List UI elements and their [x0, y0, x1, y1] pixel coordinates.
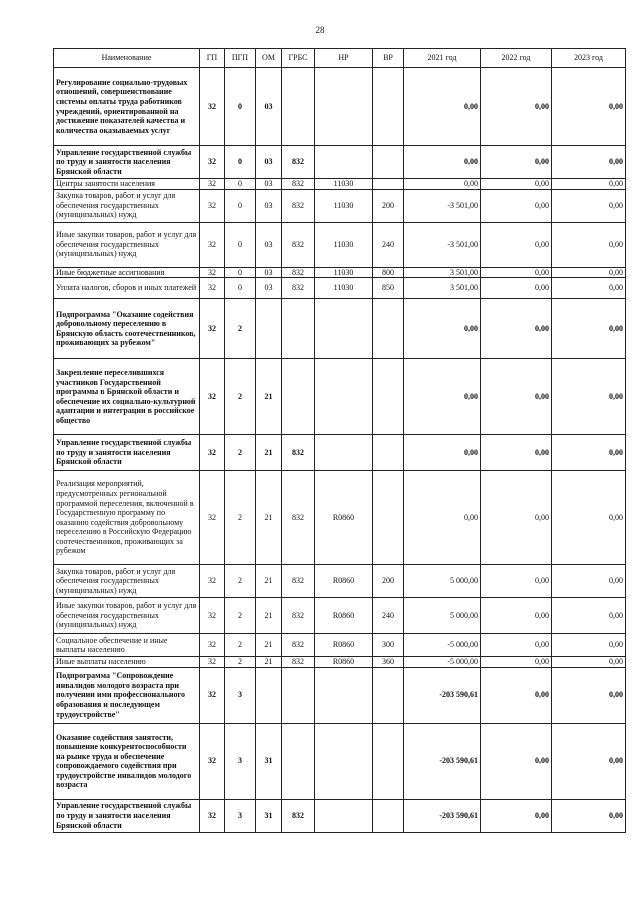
cell-name: Управление государственной службы по труду и занятости населения Брянской области [54, 799, 200, 832]
cell-vr [373, 799, 404, 832]
cell-y2021: 0,00 [404, 68, 481, 146]
cell-y2023: 0,00 [552, 267, 626, 278]
table-row [54, 598, 626, 634]
cell-pgp: 0 [225, 68, 256, 146]
cell-y2023: 0,00 [552, 634, 626, 657]
cell-nr [315, 299, 373, 359]
header-2022: 2022 год [481, 49, 552, 68]
cell-gp: 32 [200, 471, 225, 565]
cell-vr [373, 179, 404, 190]
cell-pgp: 0 [225, 179, 256, 190]
cell-name: Реализация мероприятий, предусмотренных региональной программой переселения, включенной в Государственную программу по оказанию содействия добровольному переселению в Российскую Федерацию соотечественников, проживающих за рубежом [54, 471, 200, 565]
header-name: Наименование [54, 49, 200, 68]
cell-om: 03 [256, 179, 282, 190]
cell-om: 03 [256, 222, 282, 267]
table-row [54, 68, 626, 146]
cell-y2023: 0,00 [552, 299, 626, 359]
cell-pgp: 2 [225, 359, 256, 435]
cell-vr: 800 [373, 267, 404, 278]
table-row [54, 146, 626, 179]
cell-name: Закрепление переселившихся участников Государственной программы в Брянской области и обеспечение их социально-культурной адаптации и интеграции в российское общество [54, 359, 200, 435]
cell-gp: 32 [200, 222, 225, 267]
cell-y2023: 0,00 [552, 799, 626, 832]
page-number: 28 [315, 25, 325, 35]
cell-vr: 200 [373, 565, 404, 598]
cell-om: 03 [256, 189, 282, 222]
table-row [54, 657, 626, 668]
cell-y2021: 0,00 [404, 146, 481, 179]
cell-gp: 32 [200, 146, 225, 179]
table-row [54, 435, 626, 471]
cell-nr: R0860 [315, 471, 373, 565]
cell-y2023: 0,00 [552, 598, 626, 634]
cell-vr [373, 146, 404, 179]
cell-y2021: 3 501,00 [404, 267, 481, 278]
table-row [54, 359, 626, 435]
cell-y2022: 0,00 [481, 68, 552, 146]
cell-vr: 240 [373, 222, 404, 267]
cell-name: Управление государственной службы по труду и занятости населения Брянской области [54, 146, 200, 179]
cell-om: 03 [256, 68, 282, 146]
cell-nr: R0860 [315, 657, 373, 668]
cell-name: Иные выплаты населению [54, 657, 200, 668]
cell-name: Уплата налогов, сборов и иных платежей [54, 278, 200, 299]
cell-name: Закупка товаров, работ и услуг для обеспечения государственных (муниципальных) нужд [54, 565, 200, 598]
cell-om: 21 [256, 359, 282, 435]
cell-nr [315, 359, 373, 435]
cell-name: Оказание содействия занятости, повышение конкурентоспособности на рынке труда и обеспечение сопровождаемого содействия при трудоустройстве инвалидов молодого возраста [54, 723, 200, 799]
cell-y2022: 0,00 [481, 723, 552, 799]
cell-pgp: 2 [225, 657, 256, 668]
cell-nr: 11030 [315, 278, 373, 299]
cell-y2021: 5 000,00 [404, 598, 481, 634]
cell-gp: 32 [200, 189, 225, 222]
cell-y2021: 0,00 [404, 435, 481, 471]
header-vr: ВР [373, 49, 404, 68]
cell-y2023: 0,00 [552, 359, 626, 435]
cell-vr: 300 [373, 634, 404, 657]
cell-grbs: 832 [282, 799, 315, 832]
cell-om [256, 299, 282, 359]
cell-y2023: 0,00 [552, 146, 626, 179]
cell-grbs: 832 [282, 267, 315, 278]
cell-y2021: 0,00 [404, 299, 481, 359]
cell-om: 21 [256, 565, 282, 598]
cell-gp: 32 [200, 634, 225, 657]
header-nr: НР [315, 49, 373, 68]
cell-y2021: -5 000,00 [404, 634, 481, 657]
cell-y2022: 0,00 [481, 146, 552, 179]
cell-gp: 32 [200, 667, 225, 723]
cell-y2022: 0,00 [481, 799, 552, 832]
cell-om: 31 [256, 723, 282, 799]
cell-vr [373, 68, 404, 146]
cell-y2022: 0,00 [481, 359, 552, 435]
table-row [54, 471, 626, 565]
cell-vr: 360 [373, 657, 404, 668]
table-row [54, 799, 626, 832]
cell-pgp: 2 [225, 598, 256, 634]
cell-name: Регулирование социально-трудовых отношений, совершенствование системы оплаты труда работников учреждений, ориентированной на достижение показателей качества и количества оказываемых услуг [54, 68, 200, 146]
cell-y2022: 0,00 [481, 598, 552, 634]
cell-y2021: -3 501,00 [404, 189, 481, 222]
cell-pgp: 2 [225, 634, 256, 657]
cell-grbs: 832 [282, 471, 315, 565]
cell-y2023: 0,00 [552, 667, 626, 723]
cell-name: Закупка товаров, работ и услуг для обеспечения государственных (муниципальных) нужд [54, 189, 200, 222]
cell-y2022: 0,00 [481, 634, 552, 657]
cell-grbs: 832 [282, 435, 315, 471]
cell-grbs: 832 [282, 179, 315, 190]
cell-name: Центры занятости населения [54, 179, 200, 190]
cell-name: Социальное обеспечение и иные выплаты населению [54, 634, 200, 657]
cell-gp: 32 [200, 299, 225, 359]
cell-pgp: 2 [225, 299, 256, 359]
table-row [54, 723, 626, 799]
cell-name: Иные закупки товаров, работ и услуг для обеспечения государственных (муниципальных) нужд [54, 598, 200, 634]
cell-y2023: 0,00 [552, 565, 626, 598]
table-row [54, 634, 626, 657]
cell-grbs: 832 [282, 222, 315, 267]
cell-vr [373, 359, 404, 435]
cell-pgp: 2 [225, 435, 256, 471]
cell-nr: R0860 [315, 598, 373, 634]
cell-name: Иные закупки товаров, работ и услуг для обеспечения государственных (муниципальных) нужд [54, 222, 200, 267]
cell-vr [373, 667, 404, 723]
cell-gp: 32 [200, 68, 225, 146]
cell-grbs: 832 [282, 146, 315, 179]
cell-gp: 32 [200, 799, 225, 832]
cell-y2021: 5 000,00 [404, 565, 481, 598]
cell-nr: R0860 [315, 634, 373, 657]
cell-y2022: 0,00 [481, 267, 552, 278]
cell-y2023: 0,00 [552, 179, 626, 190]
cell-pgp: 2 [225, 565, 256, 598]
cell-gp: 32 [200, 435, 225, 471]
cell-y2023: 0,00 [552, 657, 626, 668]
cell-y2023: 0,00 [552, 435, 626, 471]
cell-y2023: 0,00 [552, 278, 626, 299]
cell-grbs: 832 [282, 565, 315, 598]
header-pgp: ПГП [225, 49, 256, 68]
cell-y2022: 0,00 [481, 565, 552, 598]
cell-nr: 11030 [315, 222, 373, 267]
cell-gp: 32 [200, 657, 225, 668]
cell-y2023: 0,00 [552, 222, 626, 267]
header-2023: 2023 год [552, 49, 626, 68]
cell-y2021: -5 000,00 [404, 657, 481, 668]
cell-pgp: 0 [225, 146, 256, 179]
cell-om: 03 [256, 146, 282, 179]
cell-grbs: 832 [282, 278, 315, 299]
cell-om: 21 [256, 634, 282, 657]
cell-gp: 32 [200, 359, 225, 435]
table-row [54, 299, 626, 359]
cell-grbs [282, 723, 315, 799]
budget-table [53, 48, 626, 833]
cell-nr [315, 68, 373, 146]
cell-y2021: 0,00 [404, 471, 481, 565]
cell-vr: 200 [373, 189, 404, 222]
cell-pgp: 0 [225, 189, 256, 222]
cell-grbs: 832 [282, 634, 315, 657]
cell-nr [315, 723, 373, 799]
cell-gp: 32 [200, 598, 225, 634]
cell-y2022: 0,00 [481, 299, 552, 359]
cell-om: 03 [256, 267, 282, 278]
table-row [54, 667, 626, 723]
cell-pgp: 3 [225, 667, 256, 723]
cell-y2021: 0,00 [404, 179, 481, 190]
cell-gp: 32 [200, 565, 225, 598]
cell-pgp: 0 [225, 267, 256, 278]
cell-y2021: -203 590,61 [404, 667, 481, 723]
cell-y2022: 0,00 [481, 278, 552, 299]
cell-name: Подпрограмма "Сопровождение инвалидов молодого возраста при получении ими профессионального образования и последующем трудоустройстве" [54, 667, 200, 723]
cell-nr: R0860 [315, 565, 373, 598]
cell-grbs: 832 [282, 657, 315, 668]
cell-pgp: 0 [225, 278, 256, 299]
cell-y2023: 0,00 [552, 68, 626, 146]
cell-vr [373, 435, 404, 471]
cell-grbs [282, 359, 315, 435]
cell-gp: 32 [200, 723, 225, 799]
cell-om: 03 [256, 278, 282, 299]
table-row [54, 189, 626, 222]
cell-y2021: -203 590,61 [404, 723, 481, 799]
cell-gp: 32 [200, 179, 225, 190]
table-row [54, 278, 626, 299]
cell-om: 21 [256, 657, 282, 668]
cell-name: Подпрограмма "Оказание содействия добровольному переселению в Брянскую область соотечественников, проживающих за рубежом" [54, 299, 200, 359]
cell-nr: 11030 [315, 179, 373, 190]
cell-grbs [282, 299, 315, 359]
cell-name: Иные бюджетные ассигнования [54, 267, 200, 278]
cell-grbs: 832 [282, 598, 315, 634]
header-gp: ГП [200, 49, 225, 68]
cell-om: 21 [256, 471, 282, 565]
header-row [54, 49, 626, 68]
cell-vr: 240 [373, 598, 404, 634]
cell-vr [373, 471, 404, 565]
table-row [54, 179, 626, 190]
table-row [54, 222, 626, 267]
cell-y2023: 0,00 [552, 189, 626, 222]
cell-y2021: 0,00 [404, 359, 481, 435]
cell-gp: 32 [200, 267, 225, 278]
cell-y2021: 3 501,00 [404, 278, 481, 299]
cell-y2023: 0,00 [552, 723, 626, 799]
cell-name: Управление государственной службы по труду и занятости населения Брянской области [54, 435, 200, 471]
cell-nr [315, 435, 373, 471]
cell-om: 31 [256, 799, 282, 832]
cell-y2021: -3 501,00 [404, 222, 481, 267]
header-grbs: ГРБС [282, 49, 315, 68]
cell-nr [315, 667, 373, 723]
cell-om: 21 [256, 598, 282, 634]
cell-y2022: 0,00 [481, 179, 552, 190]
cell-y2022: 0,00 [481, 471, 552, 565]
cell-y2021: -203 590,61 [404, 799, 481, 832]
cell-vr [373, 723, 404, 799]
cell-y2022: 0,00 [481, 435, 552, 471]
cell-grbs: 832 [282, 189, 315, 222]
header-om: ОМ [256, 49, 282, 68]
cell-gp: 32 [200, 278, 225, 299]
cell-y2022: 0,00 [481, 189, 552, 222]
cell-om: 21 [256, 435, 282, 471]
cell-pgp: 2 [225, 471, 256, 565]
cell-nr: 11030 [315, 267, 373, 278]
cell-y2023: 0,00 [552, 471, 626, 565]
cell-grbs [282, 667, 315, 723]
cell-pgp: 3 [225, 723, 256, 799]
cell-vr: 850 [373, 278, 404, 299]
cell-om [256, 667, 282, 723]
cell-nr: 11030 [315, 189, 373, 222]
cell-nr [315, 146, 373, 179]
cell-y2022: 0,00 [481, 657, 552, 668]
cell-y2022: 0,00 [481, 222, 552, 267]
cell-pgp: 0 [225, 222, 256, 267]
cell-vr [373, 299, 404, 359]
cell-nr [315, 799, 373, 832]
cell-y2022: 0,00 [481, 667, 552, 723]
cell-grbs [282, 68, 315, 146]
header-2021: 2021 год [404, 49, 481, 68]
table-row [54, 565, 626, 598]
cell-pgp: 3 [225, 799, 256, 832]
table-row [54, 267, 626, 278]
